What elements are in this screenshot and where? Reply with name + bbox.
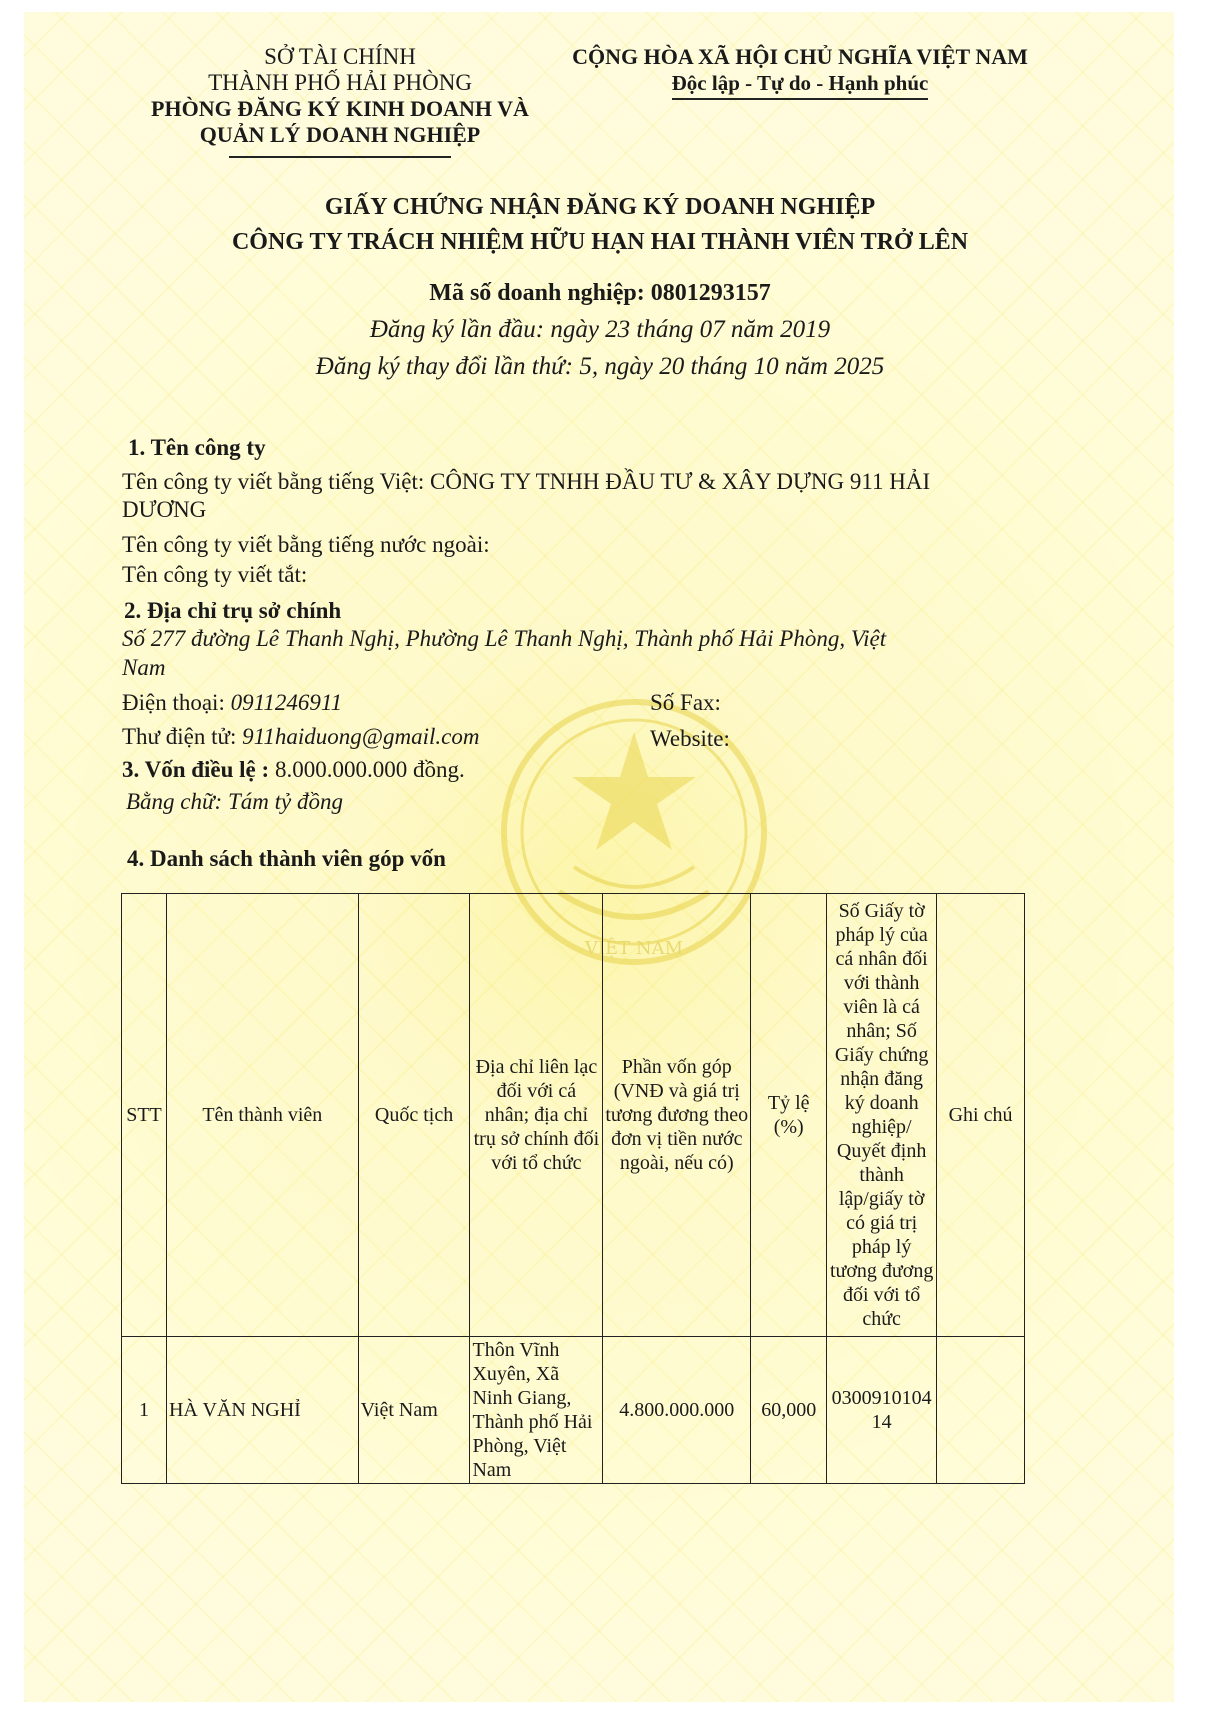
national-header bbox=[560, 44, 1040, 100]
capital-words-value: Tám tỷ đồng bbox=[227, 789, 343, 814]
capital-words-label: Bằng chữ: bbox=[126, 789, 223, 814]
change-registration-date: Đăng ký thay đổi lần thứ: 5, ngày 20 tháng 10 năm 2025 bbox=[315, 353, 885, 380]
col-capital: Phần vốn góp (VNĐ và giá trị tương đương theo đơn vị tiền nước ngoài, nếu có) bbox=[603, 894, 751, 1337]
col-address: Địa chỉ liên lạc đối với cá nhân; địa chỉ trụ sở chính đối với tổ chức bbox=[470, 894, 603, 1337]
company-name-vn-label: Tên công ty viết bằng tiếng Việt: bbox=[122, 469, 425, 494]
col-legal-doc: Số Giấy tờ pháp lý của cá nhân đối với thành viên là cá nhân; Số Giấy chứng nhận đăng ký doanh nghiệp/ Quyết định thành lập/giấy tờ có giá trị pháp lý tương đương đối với tổ chức bbox=[827, 894, 937, 1337]
cell-note bbox=[937, 1337, 1025, 1484]
email-value: 911haiduong@gmail.com bbox=[242, 724, 480, 749]
agency-office-line-2: QUẢN LÝ DOANH NGHIỆP bbox=[199, 122, 481, 147]
col-stt: STT bbox=[122, 894, 167, 1337]
charter-capital-value: 8.000.000.000 đồng. bbox=[274, 757, 465, 782]
cell-member-name: HÀ VĂN NGHỈ bbox=[166, 1337, 358, 1484]
col-nationality: Quốc tịch bbox=[358, 894, 470, 1337]
section-4-heading: 4. Danh sách thành viên góp vốn bbox=[127, 846, 446, 871]
cell-legal-doc: 030091010414 bbox=[827, 1337, 937, 1484]
head-office-address-cont: Nam bbox=[122, 655, 166, 680]
phone-value: 0911246911 bbox=[230, 690, 343, 715]
members-table bbox=[121, 893, 1025, 1484]
cell-stt: 1 bbox=[122, 1337, 167, 1484]
company-name-vn-cont: DƯƠNG bbox=[122, 497, 207, 522]
first-registration-date: Đăng ký lần đầu: ngày 23 tháng 07 năm 2019 bbox=[369, 316, 831, 343]
section-3-heading: 3. Vốn điều lệ : bbox=[122, 757, 270, 782]
company-type-title: CÔNG TY TRÁCH NHIỆM HỮU HẠN HAI THÀNH VIÊN TRỞ LÊN bbox=[231, 229, 969, 255]
phone-label: Điện thoại: bbox=[122, 690, 225, 715]
head-office-address: Số 277 đường Lê Thanh Nghị, Phường Lê Thanh Nghị, Thành phố Hải Phòng, Việt bbox=[122, 626, 887, 651]
charter-capital-row bbox=[122, 757, 465, 783]
cell-ratio: 60,000 bbox=[751, 1337, 827, 1484]
company-name-foreign-label: Tên công ty viết bằng tiếng nước ngoài: bbox=[122, 532, 490, 557]
website-label: Website: bbox=[650, 726, 730, 751]
agency-office-line-1: PHÒNG ĐĂNG KÝ KINH DOANH VÀ bbox=[151, 96, 529, 121]
emblem-text: VIỆT NAM bbox=[584, 938, 684, 959]
company-name-vn-value: CÔNG TY TNHH ĐẦU TƯ & XÂY DỰNG 911 HẢI bbox=[429, 469, 931, 494]
company-name-vn bbox=[122, 469, 930, 495]
col-ratio: Tỷ lệ (%) bbox=[751, 894, 827, 1337]
agency-line-2: THÀNH PHỐ HẢI PHÒNG bbox=[208, 70, 472, 95]
capital-in-words bbox=[126, 789, 343, 815]
email-label: Thư điện tử: bbox=[122, 724, 237, 749]
cell-capital: 4.800.000.000 bbox=[603, 1337, 751, 1484]
table-row bbox=[122, 1337, 1025, 1484]
col-member-name: Tên thành viên bbox=[166, 894, 358, 1337]
header-divider bbox=[229, 156, 451, 158]
cell-nationality: Việt Nam bbox=[358, 1337, 470, 1484]
section-1-heading: 1. Tên công ty bbox=[128, 435, 266, 460]
agency-header bbox=[130, 44, 550, 158]
national-title: CỘNG HÒA XÃ HỘI CHỦ NGHĨA VIỆT NAM bbox=[572, 44, 1028, 69]
enterprise-code: Mã số doanh nghiệp: 0801293157 bbox=[429, 280, 771, 306]
fax-label: Số Fax: bbox=[650, 690, 721, 715]
table-header-row bbox=[122, 894, 1025, 1337]
phone-row bbox=[122, 690, 342, 716]
email-row bbox=[122, 724, 479, 750]
agency-line-1: SỞ TÀI CHÍNH bbox=[264, 44, 416, 69]
national-motto: Độc lập - Tự do - Hạnh phúc bbox=[672, 70, 929, 100]
company-name-short-label: Tên công ty viết tắt: bbox=[122, 562, 308, 587]
col-note: Ghi chú bbox=[937, 894, 1025, 1337]
cell-address: Thôn Vĩnh Xuyên, Xã Ninh Giang, Thành phố Hải Phòng, Việt Nam bbox=[470, 1337, 603, 1484]
section-2-heading: 2. Địa chỉ trụ sở chính bbox=[124, 598, 342, 623]
certificate-title: GIẤY CHỨNG NHẬN ĐĂNG KÝ DOANH NGHIỆP bbox=[324, 194, 876, 220]
